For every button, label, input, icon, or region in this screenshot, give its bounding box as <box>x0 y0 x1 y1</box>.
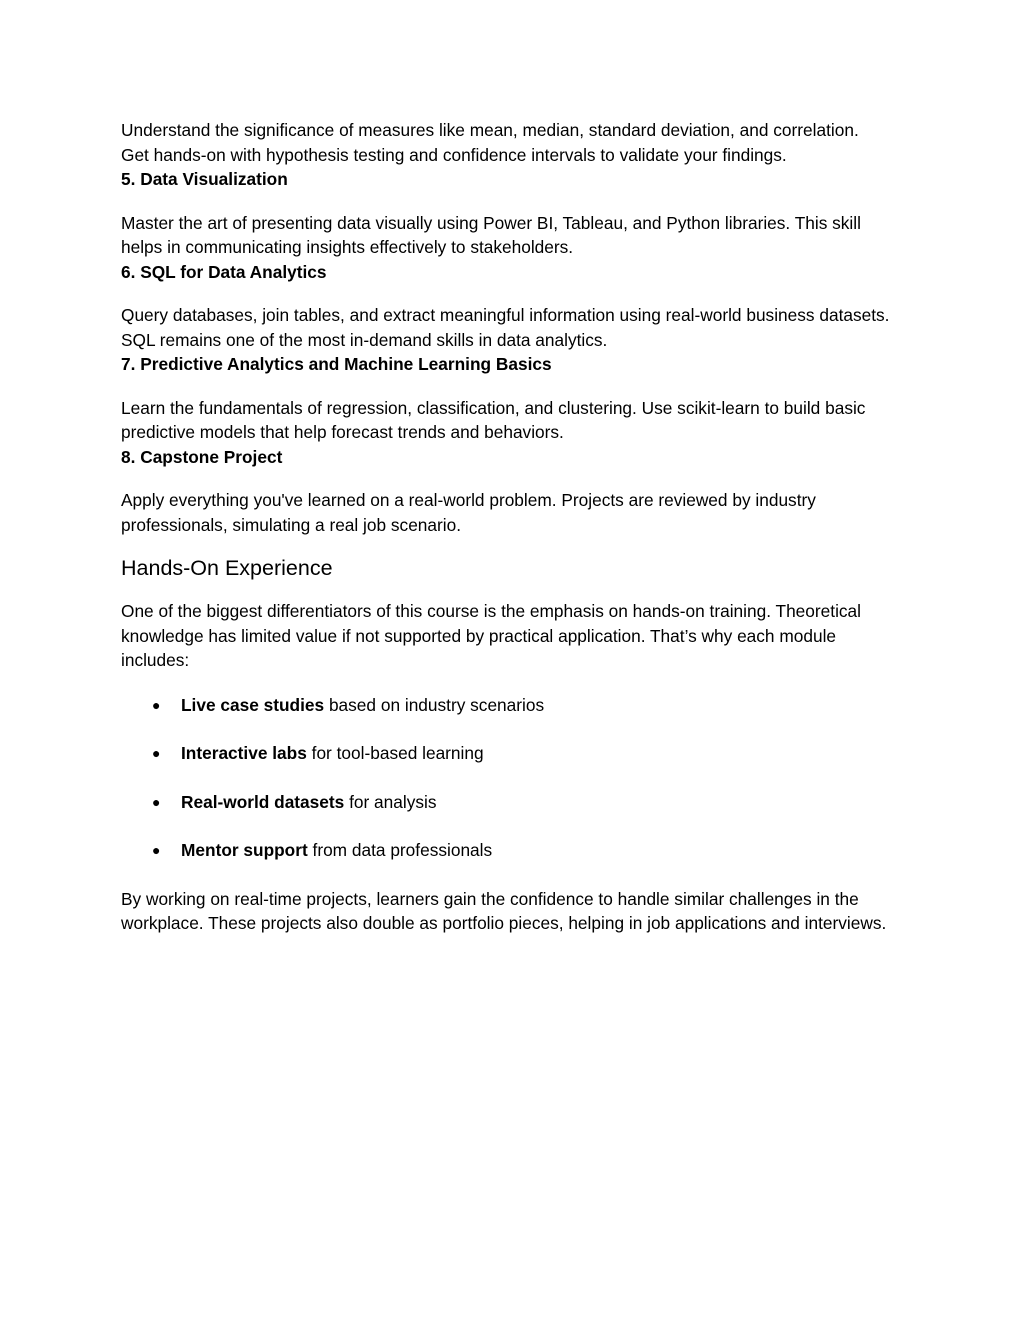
list-item <box>121 838 891 863</box>
bullet-icon: ● <box>152 696 161 713</box>
module-description: Learn the fundamentals of regression, classification, and clustering. Use scikit-learn to build basic predictive models that help forecast trends and behaviors. <box>121 397 866 442</box>
section-intro: One of the biggest differentiators of this course is the emphasis on hands-on training. Theoretical knowledge has limited value if not supported by practical application. That’s why each module includes: <box>121 601 862 670</box>
list-item <box>121 693 891 718</box>
bullet-list <box>121 693 891 863</box>
module-heading: 7. Predictive Analytics and Machine Learning Basics <box>121 354 552 374</box>
bullet-icon: ● <box>152 793 161 810</box>
module-heading: 5. Data Visualization <box>121 169 288 189</box>
bullet-text: for tool-based learning <box>306 743 484 763</box>
module-description: Master the art of presenting data visually using Power BI, Tableau, and Python libraries. This skill helps in communicating insights effectively to stakeholders. <box>121 212 861 257</box>
module-heading: 6. SQL for Data Analytics <box>121 261 327 282</box>
bullet-bold-text: Live case studies <box>181 694 325 715</box>
intro-paragraph: Understand the significance of measures like mean, median, standard deviation, and correlation. Get hands-on with hypothesis testing and confidence intervals to validate your findings. <box>121 120 859 165</box>
bullet-text: from data professionals <box>307 840 493 860</box>
bullet-icon: ● <box>152 745 161 761</box>
bullet-bold-text: Interactive labs <box>181 743 307 763</box>
module-description: Query databases, join tables, and extract meaningful information using real-world business datasets. SQL remains one of the most in-demand skills in data analytics. <box>121 305 890 350</box>
closing-paragraph: By working on real-time projects, learners gain the confidence to handle similar challenges in the workplace. These projects also double as portfolio pieces, helping in job applications and interviews. <box>121 888 887 933</box>
document-content <box>121 118 891 936</box>
bullet-text: for analysis <box>344 791 437 812</box>
module-description: Apply everything you've learned on a real-world problem. Projects are reviewed by industry professionals, simulating a real job scenario. <box>121 490 816 535</box>
bullet-text: based on industry scenarios <box>324 694 545 715</box>
bullet-icon: ● <box>152 842 161 858</box>
list-item <box>121 741 891 766</box>
list-item <box>121 790 891 815</box>
section-title: Hands-On Experience <box>121 556 333 580</box>
bullet-bold-text: Real-world datasets <box>181 791 345 812</box>
bullet-bold-text: Mentor support <box>181 840 308 860</box>
module-heading: 8. Capstone Project <box>121 446 283 467</box>
